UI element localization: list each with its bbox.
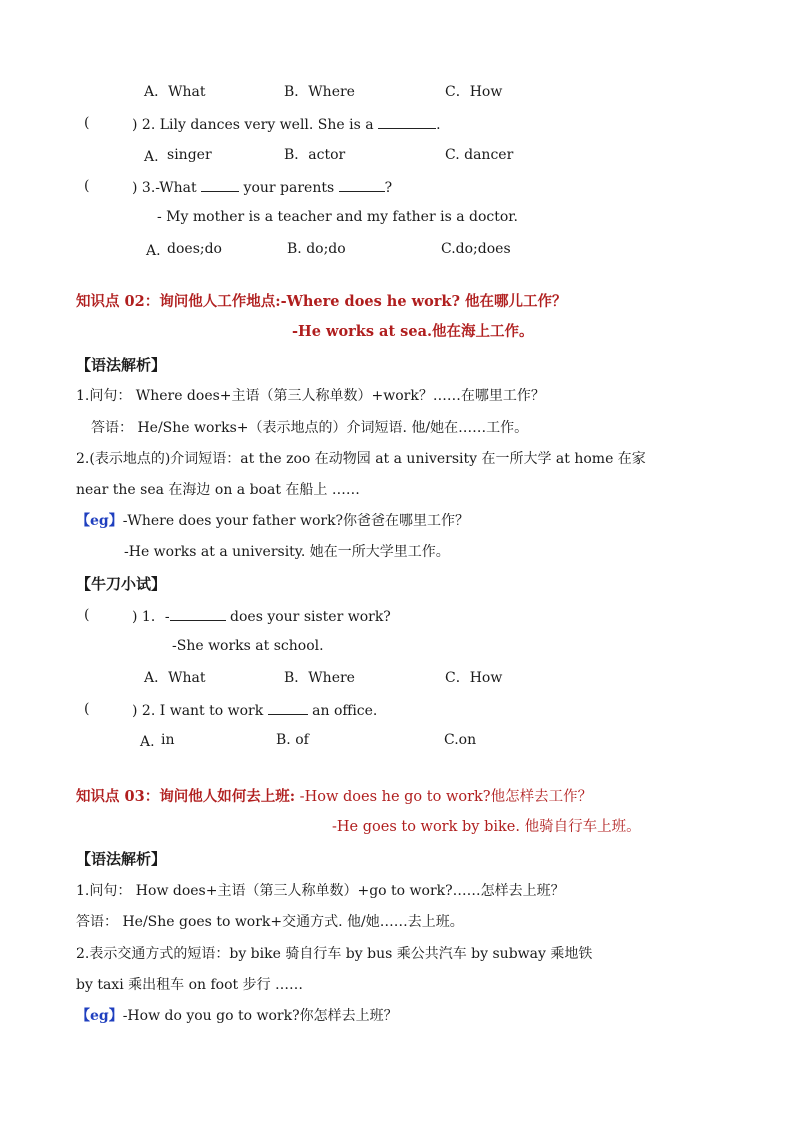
point2-eg-tag: 【eg】	[76, 513, 123, 529]
q3-option-a-text: does;do	[167, 241, 222, 257]
point3-title-bold: 知识点 03：询问他人如何去上班:	[76, 788, 296, 805]
pq1-number: 1．-	[141, 609, 170, 625]
point3-rule2-line2: by taxi 乘出租车 on foot 步行 ……	[76, 977, 304, 993]
pq2-option-a-letter: A.	[140, 734, 155, 750]
point2-practice-header: 【牛刀小试】	[76, 575, 167, 593]
q3-paren-close: )	[132, 180, 138, 196]
pq2-line	[132, 700, 377, 720]
point3-answer: -He goes to work by bike. 他骑自行车上班。	[332, 819, 641, 835]
q1-option-c: C．How	[445, 84, 503, 100]
point2-example	[76, 512, 469, 530]
q2-line	[132, 114, 441, 134]
point3-rule1-answer: 答语： He/She goes to work+交通方式. 他/她……去上班。	[76, 914, 464, 930]
q3-option-a-letter: A.	[146, 243, 161, 259]
pq2-paren-close: )	[132, 703, 138, 719]
q2-text-after: .	[436, 117, 441, 133]
pq2-paren-open: (	[84, 701, 90, 717]
point3-rule1: 1.问句： How does+主语（第三人称单数）+go to work?……怎样去上班？	[76, 883, 565, 899]
q2-text-before: 2. Lily dances very well. She is a	[141, 117, 374, 133]
point2-rule2-line1: 2.(表示地点的)介词短语：at the zoo 在动物园 at a university 在一所大学 at home 在家	[76, 451, 646, 467]
q3-prefix: 3.-What	[141, 180, 197, 196]
point2-rule1-answer: 答语： He/She works+（表示地点的）介词短语. 他/她在……工作。	[91, 420, 529, 436]
q1-option-a: A．What	[144, 84, 206, 100]
pq2-blank[interactable]	[268, 700, 308, 715]
point2-answer: -He works at sea.他在海上工作。	[292, 323, 534, 340]
pq2-text-before: 2. I want to work	[141, 703, 264, 719]
pq1-line	[132, 606, 391, 626]
pq1-text-after: does your sister work?	[230, 609, 391, 625]
q3-paren-open: (	[84, 178, 90, 194]
point3-eg-tag: 【eg】	[76, 1008, 123, 1024]
q2-option-c: C. dancer	[445, 147, 514, 163]
point3-grammar-header: 【语法解析】	[76, 850, 167, 868]
pq2-option-a	[140, 731, 175, 749]
pq1-option-b: B．Where	[284, 670, 355, 686]
point2-title: 知识点 02：询问他人工作地点:-Where does he work? 他在哪儿工作？	[76, 293, 567, 310]
q2-blank[interactable]	[378, 114, 436, 129]
q2-option-a	[144, 146, 212, 164]
pq1-answer: -She works at school.	[172, 638, 324, 654]
q3-suffix: ?	[384, 180, 393, 196]
q2-option-a-text: singer	[167, 147, 212, 163]
point2-grammar-header: 【语法解析】	[76, 356, 167, 374]
point2-eg-answer: -He works at a university. 她在一所大学里工作。	[124, 544, 450, 560]
pq1-blank[interactable]	[170, 606, 226, 621]
q3-option-c: C.do;does	[441, 241, 511, 257]
point3-title	[76, 788, 592, 806]
pq2-option-c: C.on	[444, 732, 477, 748]
q2-option-a-letter: A.	[144, 149, 159, 165]
pq1-option-c: C．How	[445, 670, 503, 686]
q3-answer: - My mother is a teacher and my father is a doctor.	[157, 209, 518, 225]
q3-option-a	[146, 240, 222, 258]
point2-rule2-line2: near the sea 在海边 on a boat 在船上 ……	[76, 482, 360, 498]
q3-blank-1[interactable]	[201, 177, 239, 192]
q3-line	[132, 177, 392, 197]
q1-option-b: B．Where	[284, 84, 355, 100]
point3-rule2-line1: 2.表示交通方式的短语：by bike 骑自行车 by bus 乘公共汽车 by subway 乘地铁	[76, 946, 593, 962]
point2-eg-question: -Where does your father work?你爸爸在哪里工作？	[122, 513, 470, 529]
q3-blank-2[interactable]	[339, 177, 385, 192]
point3-eg-question: -How do you go to work?你怎样去上班？	[122, 1008, 398, 1024]
pq2-text-after: an office.	[312, 703, 378, 719]
q3-option-b: B. do;do	[287, 241, 346, 257]
point3-example	[76, 1007, 398, 1025]
pq1-paren-open: (	[84, 607, 90, 623]
pq2-option-b: B. of	[276, 732, 309, 748]
point2-rule1: 1.问句： Where does+主语（第三人称单数）+work？……在哪里工作？	[76, 388, 545, 404]
q2-paren-close: )	[132, 117, 138, 133]
pq1-paren-close: )	[132, 609, 138, 625]
pq1-option-a: A．What	[144, 670, 206, 686]
q2-option-b: B．actor	[284, 147, 346, 163]
point3-title-rest: -How does he go to work?他怎样去工作？	[295, 789, 593, 805]
q3-mid: your parents	[243, 180, 335, 196]
pq2-option-a-text: in	[161, 732, 175, 748]
q2-paren-open: (	[84, 115, 90, 131]
